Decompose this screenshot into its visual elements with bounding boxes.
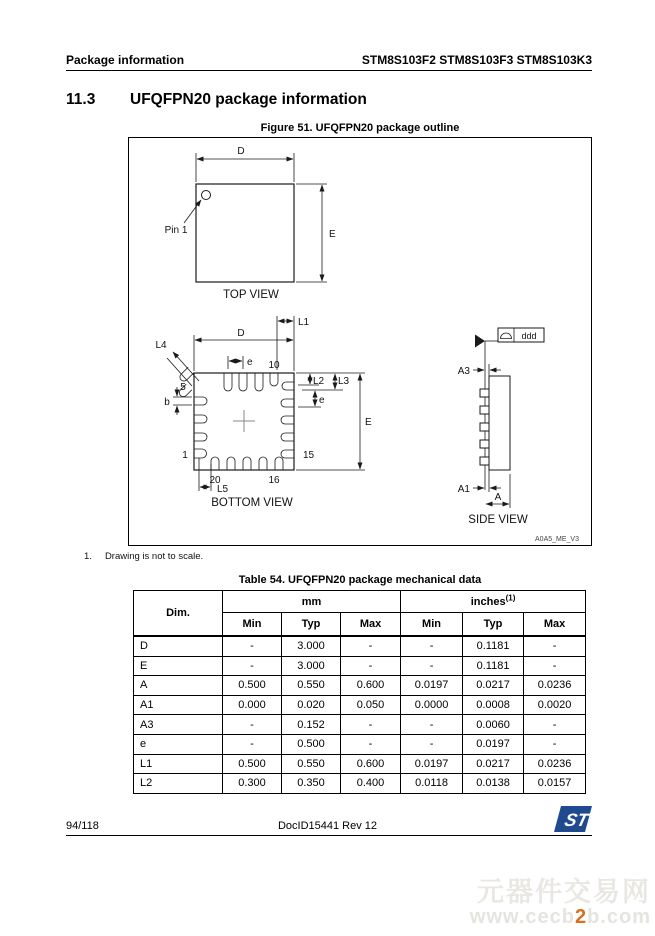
value-cell: -: [223, 636, 282, 656]
value-cell: -: [341, 715, 401, 735]
pin-number-15: 15: [303, 450, 315, 461]
column-header: Max: [524, 613, 586, 637]
pin1-marker: [202, 191, 211, 200]
value-cell: 0.0217: [463, 676, 524, 696]
value-cell: 0.500: [223, 676, 282, 696]
bottom-view: [155, 316, 372, 509]
dim-label-a: A: [494, 492, 502, 503]
section-heading: [66, 91, 367, 109]
value-cell: -: [401, 734, 463, 754]
dim-label-l2: L2: [313, 376, 325, 387]
table-row: [134, 734, 586, 754]
value-cell: 0.0060: [463, 715, 524, 735]
column-header: Max: [341, 613, 401, 637]
value-cell: 0.600: [341, 676, 401, 696]
watermark-highlight: 2: [574, 905, 588, 928]
value-cell: 0.0236: [524, 754, 586, 774]
dim-label-ddd: ddd: [521, 331, 537, 341]
value-cell: 0.0197: [401, 676, 463, 696]
pin-number-20: 20: [209, 475, 221, 486]
dim-label-e-bottom: E: [365, 417, 372, 428]
table-row: [134, 695, 586, 715]
value-cell: -: [223, 656, 282, 676]
value-cell: -: [341, 656, 401, 676]
document-id: DocID15441 Rev 12: [277, 820, 378, 832]
table-row: [134, 636, 586, 656]
dim-cell: A: [134, 676, 223, 696]
dim-label-e-pitch-right: e: [319, 395, 325, 406]
column-header: Min: [401, 613, 463, 637]
table-row: [134, 754, 586, 774]
value-cell: 3.000: [282, 656, 341, 676]
dim-label-l5: L5: [217, 484, 229, 495]
dim-label-e-pitch-top: e: [247, 357, 253, 368]
figure-box: [128, 137, 592, 546]
table-row: [134, 715, 586, 735]
value-cell: -: [401, 715, 463, 735]
top-view-caption: TOP VIEW: [223, 289, 279, 301]
value-cell: 3.000: [282, 636, 341, 656]
value-cell: 0.550: [282, 676, 341, 696]
figure-note: [84, 551, 203, 562]
value-cell: 0.050: [341, 695, 401, 715]
value-cell: 0.0197: [401, 754, 463, 774]
value-cell: 0.350: [282, 774, 341, 794]
value-cell: 0.0008: [463, 695, 524, 715]
column-header: Typ: [463, 613, 524, 637]
value-cell: 0.0197: [463, 734, 524, 754]
pin-number-16: 16: [268, 475, 280, 486]
value-cell: -: [401, 636, 463, 656]
pin-number-1: 1: [182, 450, 188, 461]
header-left: Package information: [66, 53, 185, 67]
value-cell: 0.500: [282, 734, 341, 754]
pin1-label: Pin 1: [164, 225, 188, 236]
value-cell: -: [341, 636, 401, 656]
value-cell: -: [524, 734, 586, 754]
value-cell: -: [341, 734, 401, 754]
note-text: Drawing is not to scale.: [104, 551, 204, 562]
page-number: 94/118: [66, 820, 99, 832]
footnote-ref: (1): [505, 592, 516, 602]
value-cell: -: [524, 636, 586, 656]
st-logo-icon: [554, 805, 592, 833]
header-right: STM8S103F2 STM8S103F3 STM8S103K3: [361, 53, 592, 67]
value-cell: 0.400: [341, 774, 401, 794]
value-cell: 0.0020: [524, 695, 586, 715]
table-row: [134, 774, 586, 794]
value-cell: 0.0000: [401, 695, 463, 715]
value-cell: 0.500: [223, 754, 282, 774]
dim-cell: L2: [134, 774, 223, 794]
dim-label-e-top: E: [329, 229, 336, 240]
dim-label-d-top: D: [237, 146, 245, 157]
dim-label-d-bottom: D: [237, 328, 245, 339]
page-header: [66, 53, 592, 67]
top-view: [165, 146, 336, 301]
column-header-dim: Dim.: [134, 591, 223, 637]
bottom-view-caption: BOTTOM VIEW: [211, 497, 293, 509]
dim-cell: e: [134, 734, 223, 754]
package-body-top: [196, 184, 294, 282]
value-cell: 0.0157: [524, 774, 586, 794]
dim-label-l1: L1: [298, 317, 310, 328]
pin-number-5: 5: [180, 382, 186, 393]
dim-cell: D: [134, 636, 223, 656]
package-body-side: [489, 376, 510, 470]
dim-label-l4: L4: [155, 340, 167, 351]
header-rule: [66, 70, 592, 71]
value-cell: 0.0217: [463, 754, 524, 774]
note-number: 1.: [84, 551, 92, 562]
dim-cell: E: [134, 656, 223, 676]
side-view: [458, 328, 544, 526]
dim-cell: A3: [134, 715, 223, 735]
column-group-inches: inches$^{(1)}$: [401, 591, 586, 613]
table-row: [134, 676, 586, 696]
footer-rule: [66, 835, 592, 836]
value-cell: 0.0138: [463, 774, 524, 794]
table-title: Table 54. UFQFPN20 package mechanical data: [238, 574, 482, 586]
value-cell: -: [524, 715, 586, 735]
value-cell: 0.1181: [463, 656, 524, 676]
mechanical-data-table: [133, 590, 586, 794]
dim-label-b: b: [164, 397, 170, 408]
figure-title: Figure 51. UFQFPN20 package outline: [260, 122, 460, 134]
st-logo-text: ST: [562, 809, 591, 830]
column-header: Min: [223, 613, 282, 637]
value-cell: -: [223, 715, 282, 735]
value-cell: -: [223, 734, 282, 754]
watermark-line1: 元器件交易网: [477, 877, 651, 908]
column-header: Typ: [282, 613, 341, 637]
dim-label-l3: L3: [338, 376, 350, 387]
side-view-caption: SIDE VIEW: [468, 514, 528, 526]
drawing-reference: A0A5_ME_V3: [535, 536, 579, 543]
datum-triangle: [475, 335, 485, 348]
value-cell: -: [401, 656, 463, 676]
section-title: UFQFPN20 package information: [130, 91, 367, 108]
value-cell: 0.0118: [401, 774, 463, 794]
dim-label-a1: A1: [457, 484, 470, 495]
table-group-header-row: [134, 591, 586, 613]
value-cell: -: [524, 656, 586, 676]
dim-cell: A1: [134, 695, 223, 715]
value-cell: 0.1181: [463, 636, 524, 656]
value-cell: 0.600: [341, 754, 401, 774]
value-cell: 0.0236: [524, 676, 586, 696]
value-cell: 0.020: [282, 695, 341, 715]
pin-number-10: 10: [268, 360, 280, 371]
column-group-mm: mm: [223, 591, 401, 613]
dim-label-a3: A3: [457, 366, 470, 377]
table-row: [134, 656, 586, 676]
watermark-line2: www.cecb2b.com: [469, 905, 651, 928]
value-cell: 0.300: [223, 774, 282, 794]
value-cell: 0.000: [223, 695, 282, 715]
section-number: 11.3: [66, 91, 96, 108]
package-outline-drawing: [129, 138, 591, 545]
value-cell: 0.550: [282, 754, 341, 774]
value-cell: 0.152: [282, 715, 341, 735]
dim-cell: L1: [134, 754, 223, 774]
watermark: [470, 878, 651, 928]
